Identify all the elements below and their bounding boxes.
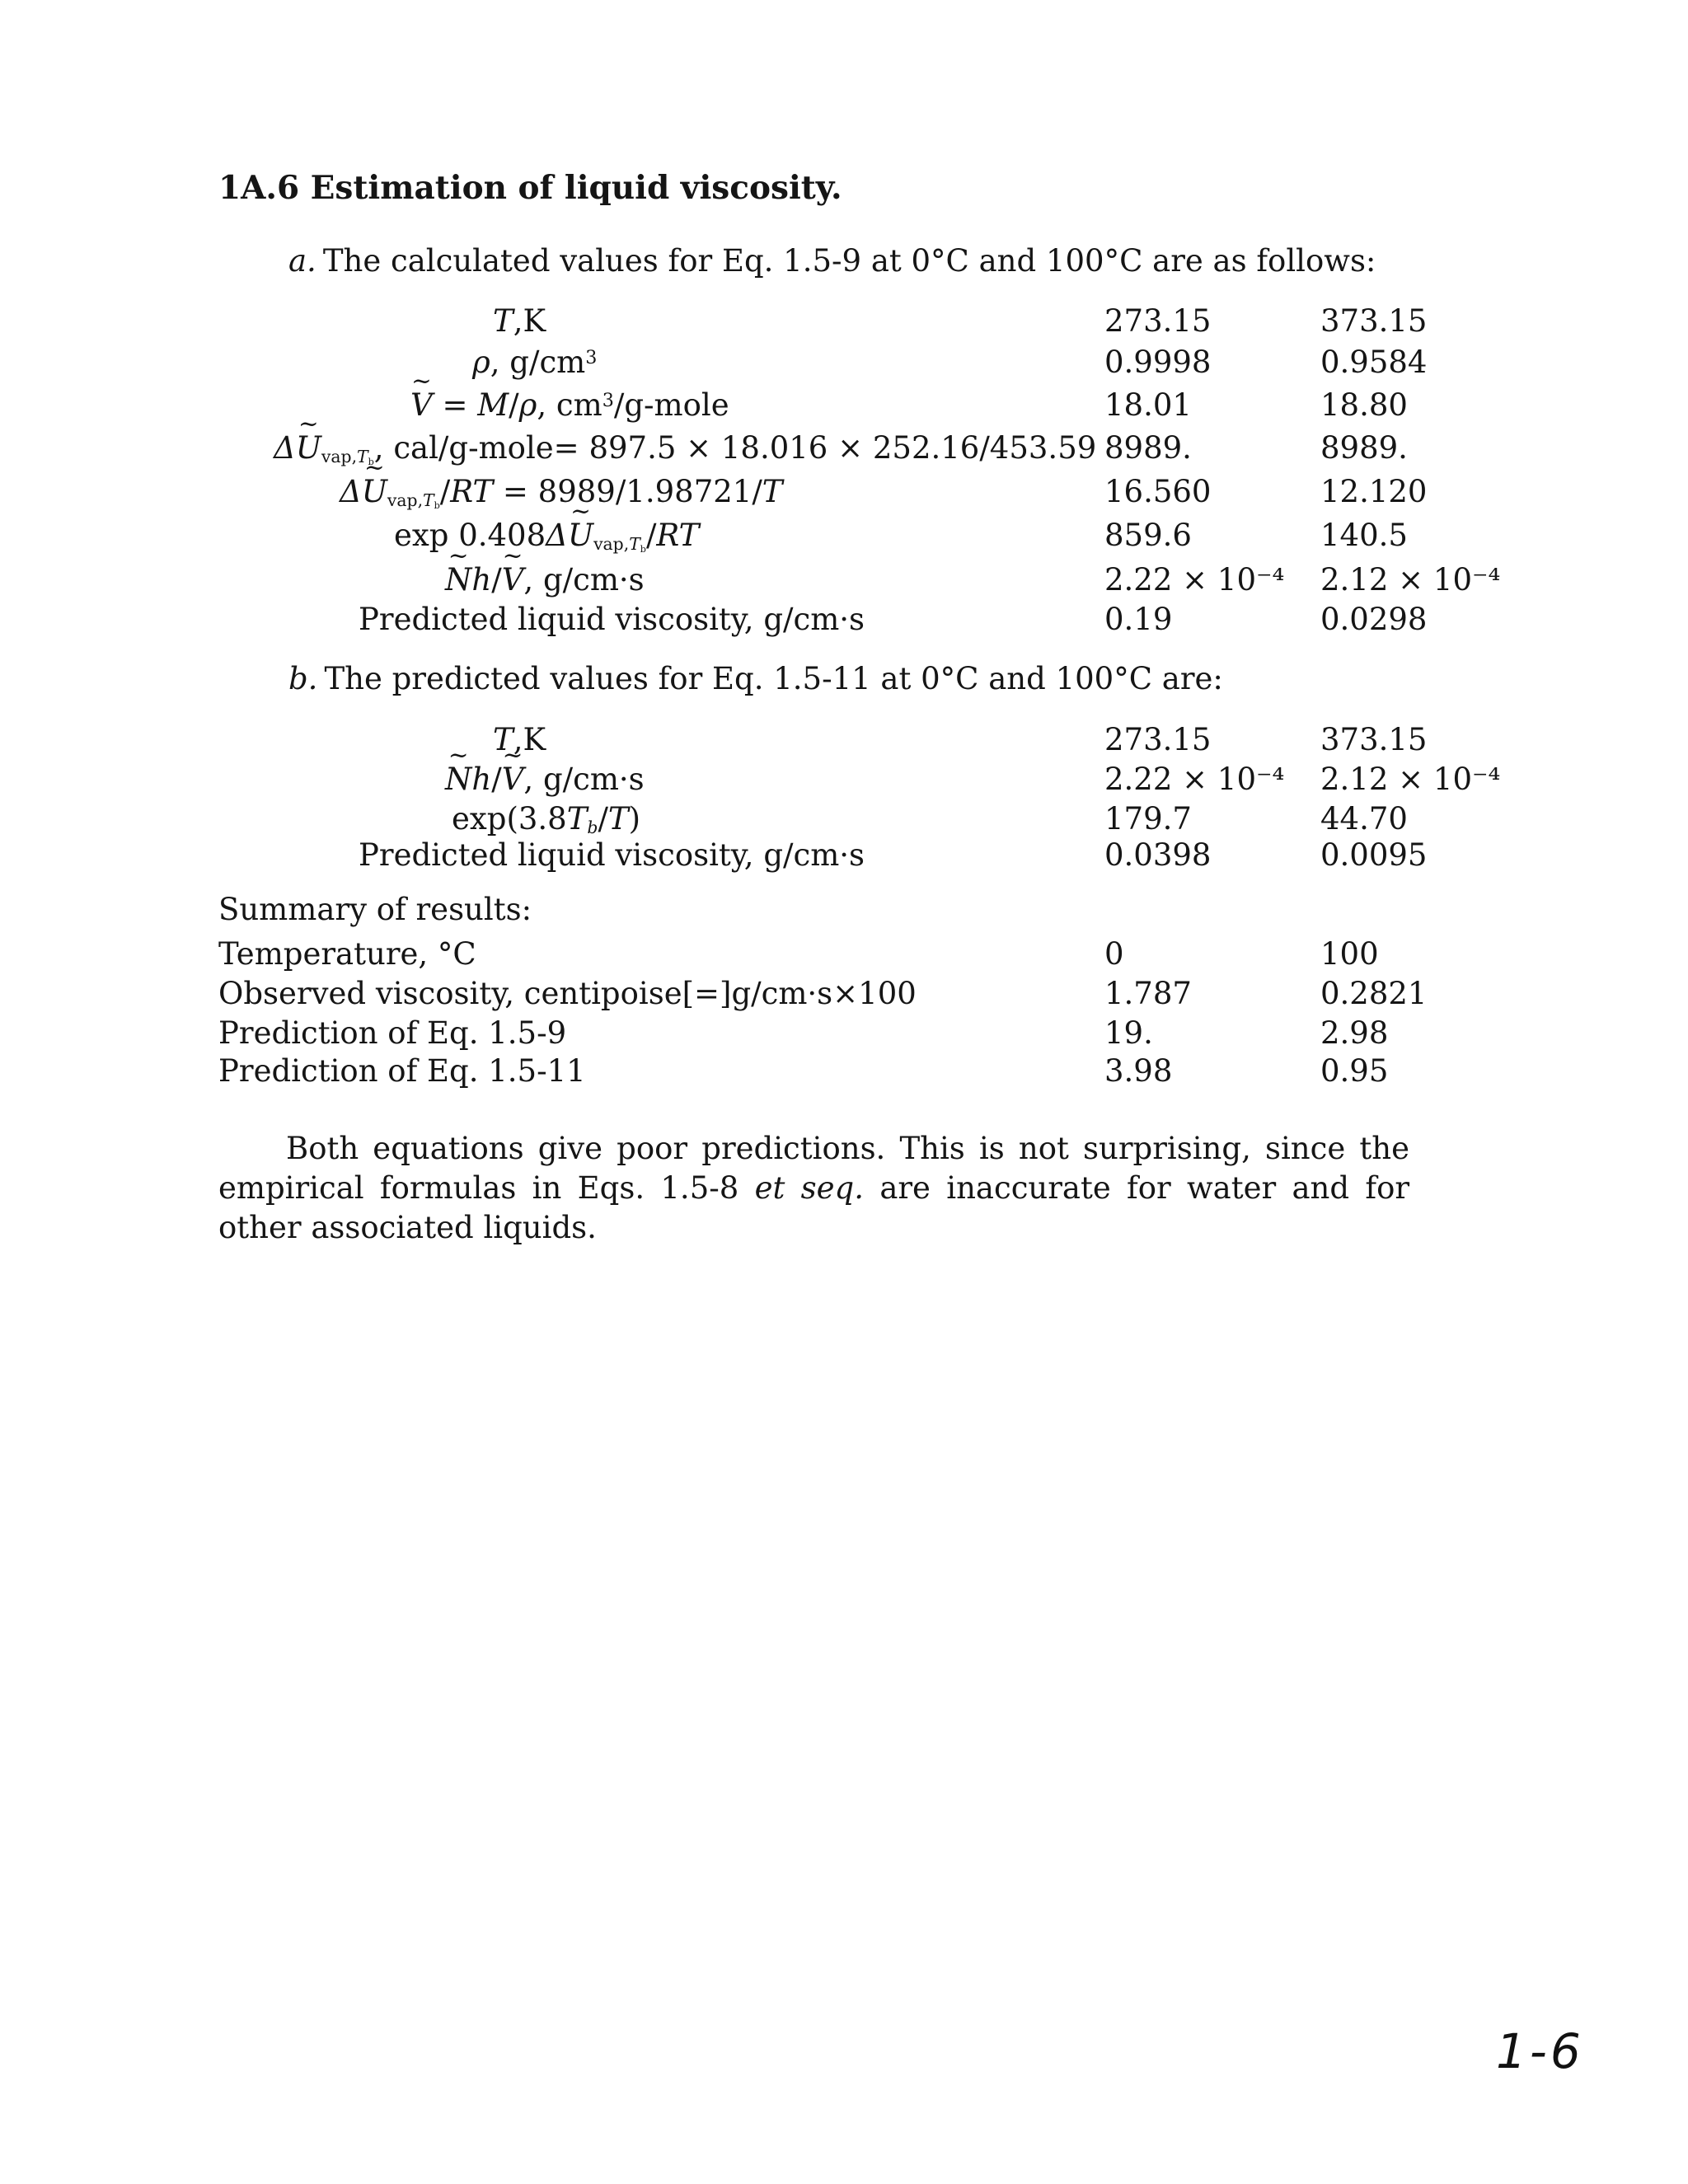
- part-a-intro: [288, 243, 1376, 279]
- row-label: $\exp(3.8T_b/T)$: [452, 801, 641, 838]
- page-number: 1-6: [1496, 2023, 1584, 2079]
- value-0c: 18.01: [1104, 387, 1192, 423]
- part-a-mark: a.: [288, 243, 316, 279]
- row-label: ~ Nh/~ V, g/cm·s: [445, 562, 645, 598]
- value-100c: 373.15: [1320, 303, 1428, 339]
- value-100c: 140.5: [1320, 518, 1408, 553]
- value-0c: 273.15: [1104, 303, 1212, 339]
- value-100c: 44.70: [1320, 801, 1408, 837]
- value-0c: 0.19: [1104, 602, 1173, 637]
- value-0c: 0.0398: [1104, 837, 1212, 873]
- value-0c: 273.15: [1104, 722, 1212, 757]
- value-100c: 18.80: [1320, 387, 1408, 423]
- table-a-row-density: [0, 344, 1688, 384]
- table-a-row-molar-volume: [0, 387, 1688, 427]
- value-100c: 373.15: [1320, 722, 1428, 757]
- value-100c: 100: [1320, 936, 1379, 972]
- row-label: Δ~ $U_{vap,T_b}/RT = 8989/1.98721/T$: [340, 474, 782, 511]
- row-label: T,K: [493, 303, 546, 339]
- value-0c: 19.: [1104, 1015, 1153, 1051]
- value-100c: 0.9584: [1320, 344, 1428, 380]
- value-100c: 2.12 × 10⁻⁴: [1320, 762, 1501, 797]
- value-100c: 0.2821: [1320, 976, 1428, 1011]
- row-label: T,K: [493, 722, 546, 757]
- value-100c: 2.12 × 10⁻⁴: [1320, 562, 1501, 598]
- summary-row-eq-1-5-9: [0, 1015, 1688, 1055]
- summary-row-eq-1-5-11: [0, 1053, 1688, 1093]
- table-a-row-energy-vaporization: [0, 430, 1688, 470]
- table-b-row-predicted-viscosity: [0, 837, 1688, 877]
- value-100c: 0.0298: [1320, 602, 1428, 637]
- value-0c: 179.7: [1104, 801, 1192, 837]
- row-label: Prediction of Eq. 1.5-11: [218, 1053, 586, 1089]
- value-0c: 8989.: [1104, 430, 1192, 466]
- table-a-row-nh-over-v: [0, 562, 1688, 602]
- row-label: Predicted liquid viscosity, g/cm·s: [359, 602, 865, 637]
- conclusion-italic: et seq.: [754, 1170, 864, 1206]
- part-b-intro: [288, 661, 1223, 696]
- part-b-mark: b.: [288, 661, 318, 696]
- table-b-row-temperature: [0, 722, 1688, 762]
- value-100c: 0.0095: [1320, 837, 1428, 873]
- value-0c: 0.9998: [1104, 344, 1212, 380]
- part-a-intro-text: The calculated values for Eq. 1.5-9 at 0°C and 100°C are as follows:: [322, 243, 1376, 279]
- value-0c: 1.787: [1104, 976, 1192, 1011]
- summary-row-observed: [0, 976, 1688, 1015]
- conclusion-text-end: are inaccurate for water and for other associated liquids.: [218, 1170, 1410, 1245]
- table-a-row-temperature: [0, 303, 1688, 343]
- part-b-intro-text: The predicted values for Eq. 1.5-11 at 0°C and 100°C are:: [324, 661, 1223, 696]
- value-0c: 2.22 × 10⁻⁴: [1104, 762, 1285, 797]
- value-0c: 2.22 × 10⁻⁴: [1104, 562, 1285, 598]
- value-100c: 2.98: [1320, 1015, 1389, 1051]
- row-label: Prediction of Eq. 1.5-9: [218, 1015, 567, 1051]
- table-a-row-energy-ratio: [0, 474, 1688, 513]
- table-b-row-nh-over-v: [0, 762, 1688, 801]
- conclusion-text-start: Both equations give poor predictions. This is not surprising, since the empirical formulas in Eqs. 1.5-8: [218, 1131, 1409, 1206]
- value-100c: 12.120: [1320, 474, 1428, 509]
- summary-heading: Summary of results:: [218, 892, 532, 927]
- value-100c: 8989.: [1320, 430, 1408, 466]
- row-label: Observed viscosity, centipoise[=]g/cm·s×100: [218, 976, 917, 1011]
- value-0c: 859.6: [1104, 518, 1192, 553]
- value-0c: 3.98: [1104, 1053, 1173, 1089]
- row-label: Predicted liquid viscosity, g/cm·s: [359, 837, 865, 873]
- conclusion-paragraph: [218, 1129, 1409, 1248]
- row-label: ρ, $g/cm^3$: [472, 344, 598, 380]
- value-0c: 0: [1104, 936, 1124, 972]
- table-a-row-predicted-viscosity: [0, 602, 1688, 641]
- row-label: exp 0.408Δ~ $U_{vap,T_b}/RT$: [394, 518, 699, 555]
- table-b-row-exponential: [0, 801, 1688, 841]
- row-label: ~ V = M/ρ, $cm^3/g$-mole: [410, 387, 729, 423]
- summary-row-temperature: [0, 936, 1688, 976]
- value-100c: 0.95: [1320, 1053, 1389, 1089]
- value-0c: 16.560: [1104, 474, 1212, 509]
- row-label: Temperature, °C: [218, 936, 476, 972]
- table-a-row-exponential: [0, 518, 1688, 557]
- row-label: ~ Nh/~ V, g/cm·s: [445, 762, 645, 797]
- section-title: 1A.6 Estimation of liquid viscosity.: [218, 169, 842, 207]
- row-label: Δ~ $U_{vap,T_b}$, cal/g-mole= 897.5 × 18.016 × 252.16/453.59: [274, 430, 1096, 467]
